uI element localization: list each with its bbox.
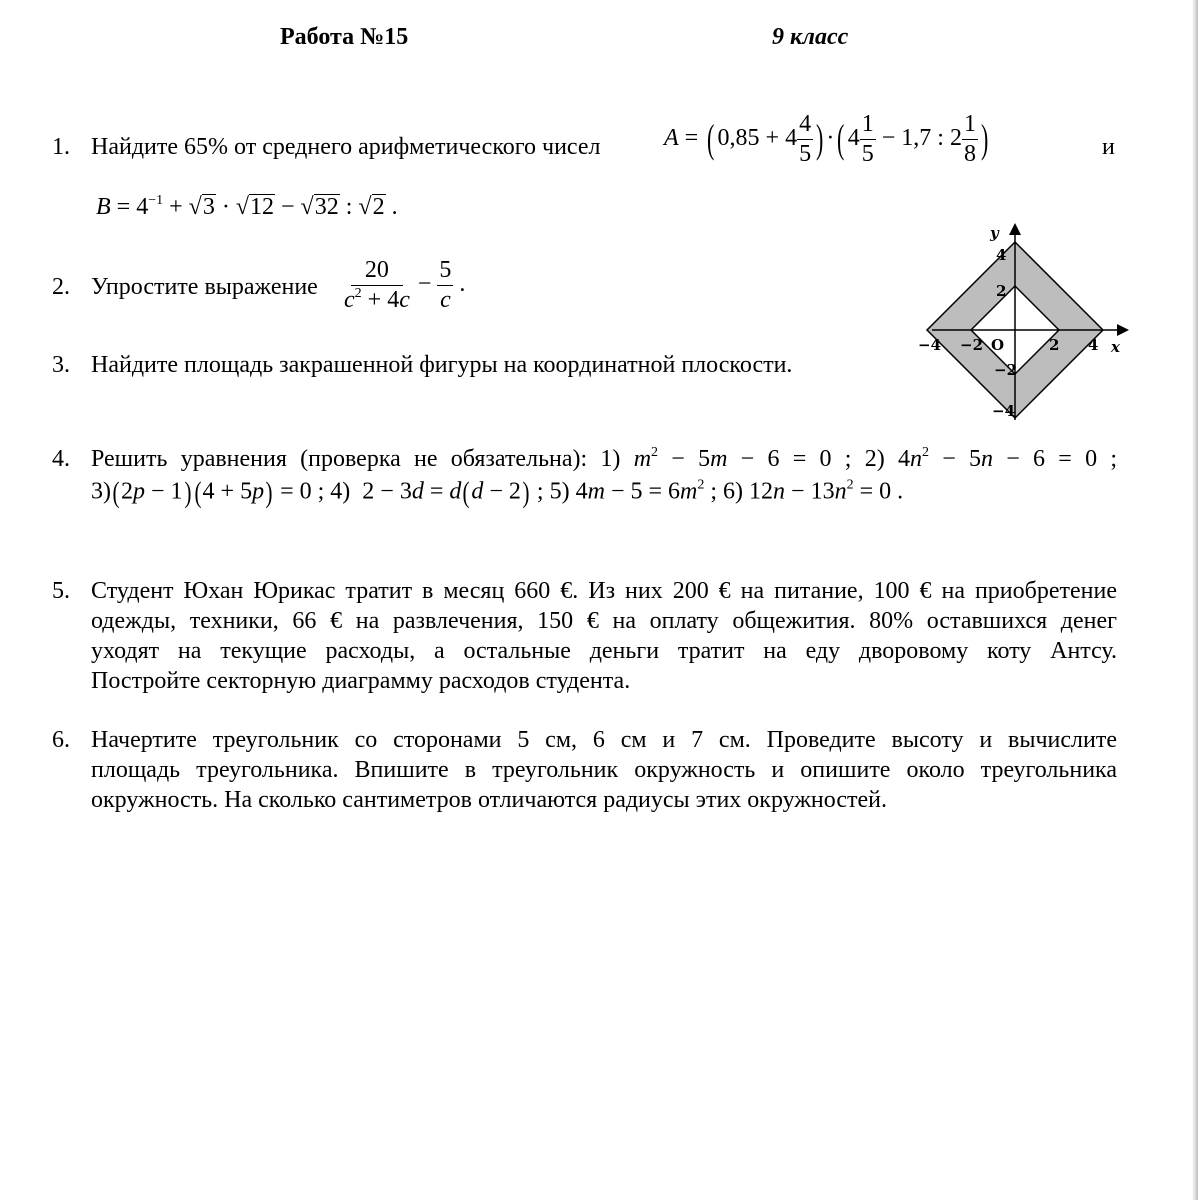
page-edge-shadow [1192,0,1198,1200]
formula-simplify: $\frac{20}{c^2 + 4c}$ − $\frac{5}{c}$ . [344,257,466,313]
formula-a: A = ( 0,85 + 4 $\frac{4}{5}$ ) ·( 4 $\frac{1}{5}$ − 1,7 : 2 $\frac{1}{8}$ ) [664,111,989,167]
origin-label: O [991,336,1005,354]
formula-b: $B = 4^{-1} + √3 \cdot √12 - √32$ : √2 . [96,193,398,220]
task-text-line: площадь треугольника. Впишите в треугольник окружность и опишите около треугольника [91,757,1117,783]
task-text-line: Студент Юхан Юрикас тратит в месяц 660 €. Из них 200 € на питание, 100 € на приобретение [91,578,1117,604]
x-tick-label: −2 [960,336,984,354]
task-number: 1. [52,134,70,160]
y-axis-label: y [990,224,999,242]
equations-line-2: 3)(2p − 1) (4 + 5p) = 0 ; 4) 2 − 3d = d(d − 2) ; 5) $4m - 5 = 6m^2$ ; 6) $12n - 13n^2 = 0$ . [91,476,904,509]
x-axis-label: x [1111,338,1120,356]
y-tick-label: 2 [996,282,1007,300]
task-text: Упростите выражение [91,274,318,300]
coordinate-graph [912,220,1134,432]
y-tick-label: −4 [992,402,1016,420]
task-number: 4. [52,446,70,472]
task-text-line: уходят на текущие расходы, а остальные деньги тратит на еду дворовому коту Антсу. [91,638,1117,664]
task-text-line: Решить уравнения (проверка не обязательна): 1) $m^2 - 5m - 6 = 0$ ; 2) $4n^2 - 5n - 6 = 0$ ; [91,445,1118,472]
task-text-and: и [1102,134,1115,160]
task-number: 2. [52,274,70,300]
task-text-line: одежды, техники, 66 € на развлечения, 150 € на оплату общежития. 80% оставшихся денег [91,608,1117,634]
x-tick-label: 2 [1049,336,1060,354]
y-tick-label: −2 [994,361,1018,379]
task-text-line: Начертите треугольник со сторонами 5 см, 6 см и 7 см. Проведите высоту и вычислите [91,727,1117,753]
task-text: Найдите площадь закрашенной фигуры на координатной плоскости. [91,352,793,378]
task-number: 5. [52,578,70,604]
y-tick-label: 4 [996,246,1007,264]
task-number: 3. [52,352,70,378]
x-tick-label: 4 [1088,336,1099,354]
task-number: 6. [52,727,70,753]
grade-label: 9 класс [772,24,849,50]
x-tick-label: −4 [918,336,942,354]
task-text-line: Постройте секторную диаграмму расходов студента. [91,668,631,694]
task-text: Найдите 65% от среднего арифметического чисел [91,134,601,160]
task-text-line: окружность. На сколько сантиметров отличаются радиусы этих окружностей. [91,787,887,813]
page-title: Работа №15 [280,24,409,50]
